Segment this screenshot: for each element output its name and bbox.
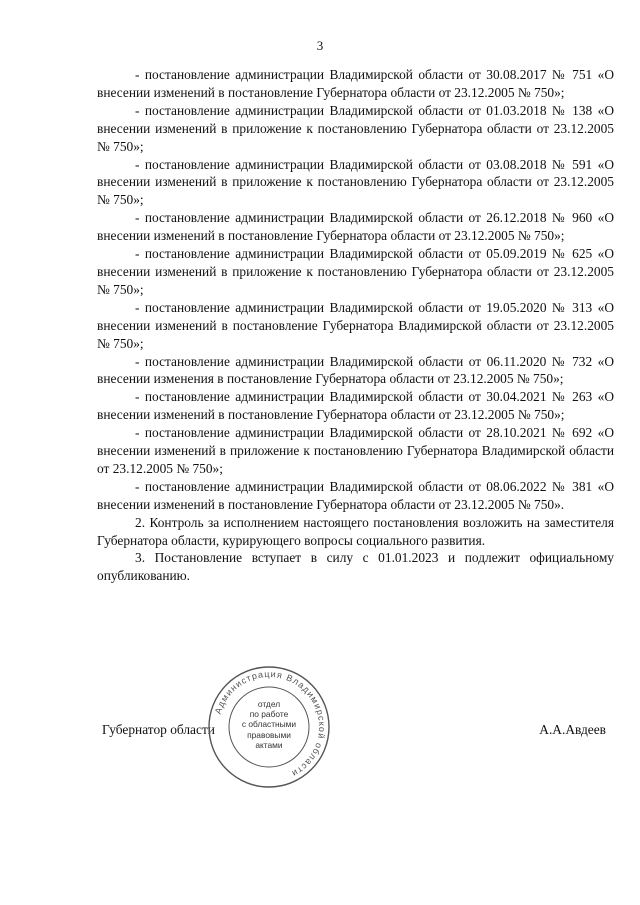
page-number: 3 [316,38,324,53]
paragraph-10: - постановление администрации Владимирской области от 08.06.2022 № 381 «О внесении изменений в постановление Губернатора области от 23.12.2005 № 750». [97,478,614,512]
stamp-center-text [236,699,302,750]
office-stamp [206,664,332,790]
paragraph-4: - постановление администрации Владимирской области от 26.12.2018 № 960 «О внесении изменений в постановление Губернатора области от 23.12.2005 № 750»; [97,210,614,244]
paragraph-2: - постановление администрации Владимирской области от 01.03.2018 № 138 «О внесении изменений в приложение к постановлению Губернатора области от 23.12.2005 № 750»; [97,102,614,154]
paragraph-6: - постановление администрации Владимирской области от 19.05.2020 № 313 «О внесении изменений в постановление Губернатора Владимирской области от 23.12.2005 № 750»; [97,299,614,351]
stamp-line-5: актами [255,739,283,750]
paragraph-8: - постановление администрации Владимирской области от 30.04.2021 № 263 «О внесении изменений в постановление Губернатора области от 23.12.2005 № 750»; [97,389,614,423]
stamp-line-1: отдел [257,699,281,709]
paragraph-control: 2. Контроль за исполнением настоящего постановления возложить на заместителя Губернатора области, курирующего вопросы социального развития. [97,514,614,548]
paragraph-3: - постановление администрации Владимирской области от 03.08.2018 № 591 «О внесении изменений в приложение к постановлению Губернатора области от 23.12.2005 № 750»; [97,156,614,208]
stamp-ring-text: Администрация Владимирской области [212,668,328,780]
signatory-title: Губернатор области [102,722,215,737]
paragraph-7: - постановление администрации Владимирской области от 06.11.2020 № 732 «О внесении изменения в постановление Губернатора области от 23.12.2005 № 750»; [97,353,614,387]
paragraph-effective-date: 3. Постановление вступает в силу с 01.01.2023 и подлежит официальному опубликованию. [97,550,614,584]
paragraph-1: - постановление администрации Владимирской области от 30.08.2017 № 751 «О внесении изменений в постановление Губернатора области от 23.12.2005 № 750»; [97,67,614,100]
paragraph-9: - постановление администрации Владимирской области от 28.10.2021 № 692 «О внесении изменений в приложение к постановлению Губернатора Владимирской области от 23.12.2005 № 750»; [97,425,614,476]
stamp-line-4: правовыми [247,729,291,740]
signatory-name: А.А.Авдеев [539,722,606,737]
stamp-line-3: с областными [241,719,297,730]
paragraph-5: - постановление администрации Владимирской области от 05.09.2019 № 625 «О внесении изменений в приложение к постановлению Губернатора области от 23.12.2005 № 750»; [97,246,614,297]
stamp-line-2: по работе [249,709,289,720]
document-body [97,66,614,585]
